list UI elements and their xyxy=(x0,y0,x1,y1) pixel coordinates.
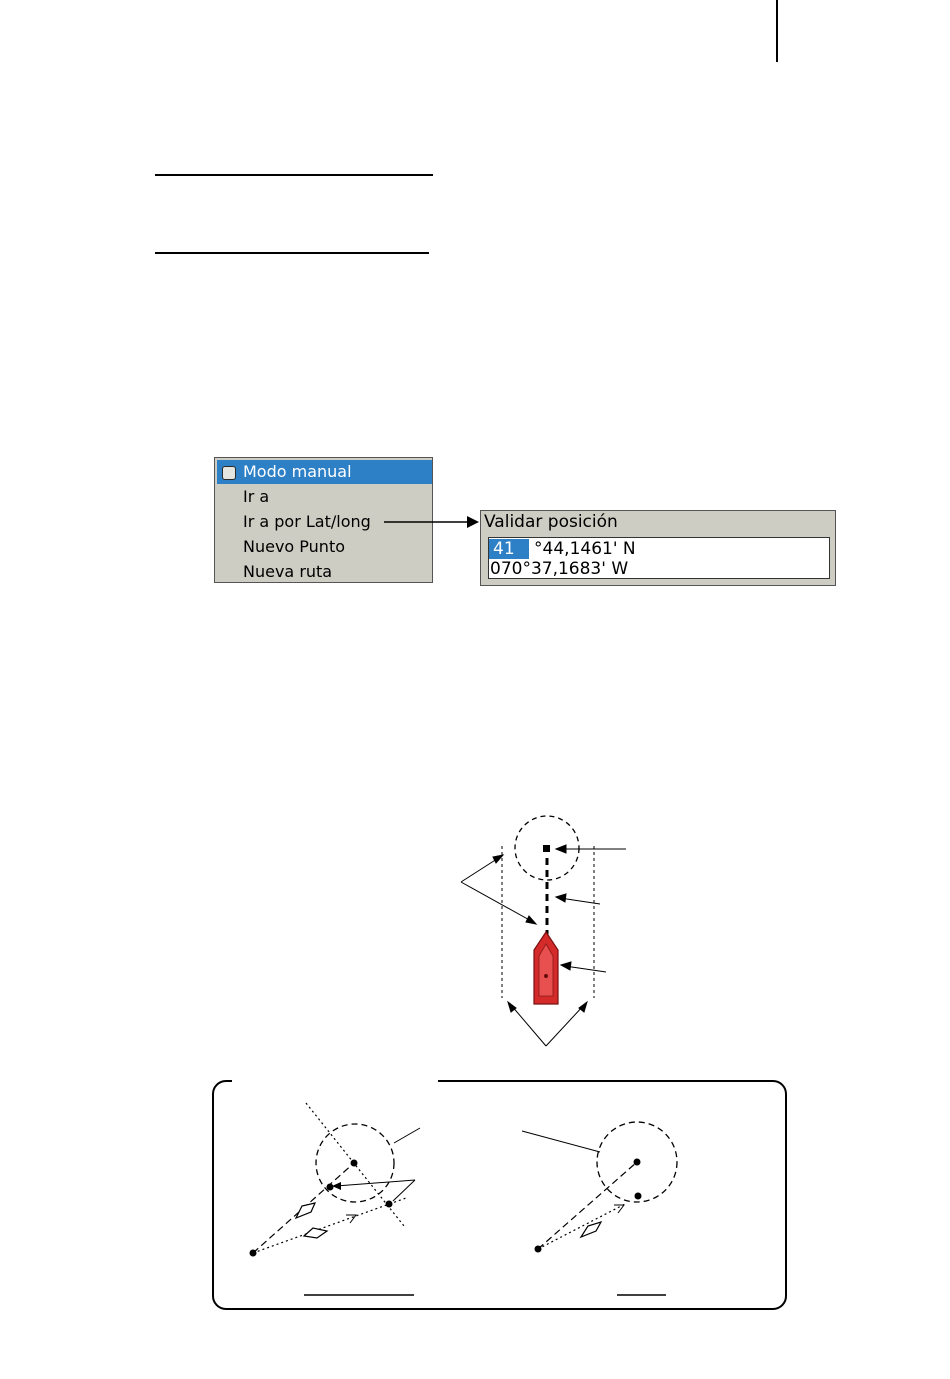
menu-item-label: Ir a por Lat/long xyxy=(243,512,371,531)
menu-item-label: Nueva ruta xyxy=(243,562,333,581)
small-boat-icon xyxy=(296,1203,315,1218)
menu-item-label: Modo manual xyxy=(243,462,352,481)
menu-item-label: Ir a xyxy=(243,487,270,506)
small-boat-icon xyxy=(581,1222,601,1237)
latitude-degrees-input[interactable]: 41 xyxy=(489,539,529,559)
left-arrival-diagram xyxy=(250,1103,421,1295)
right-arrival-diagram xyxy=(522,1122,677,1295)
longitude-field[interactable]: 070°37,1683' W xyxy=(490,559,629,579)
dialog-title: Validar posición xyxy=(484,512,618,532)
latitude-rest: °44,1461' N xyxy=(528,539,636,559)
menu-item-label: Nuevo Punto xyxy=(243,537,346,556)
small-boat-icon xyxy=(304,1228,327,1238)
